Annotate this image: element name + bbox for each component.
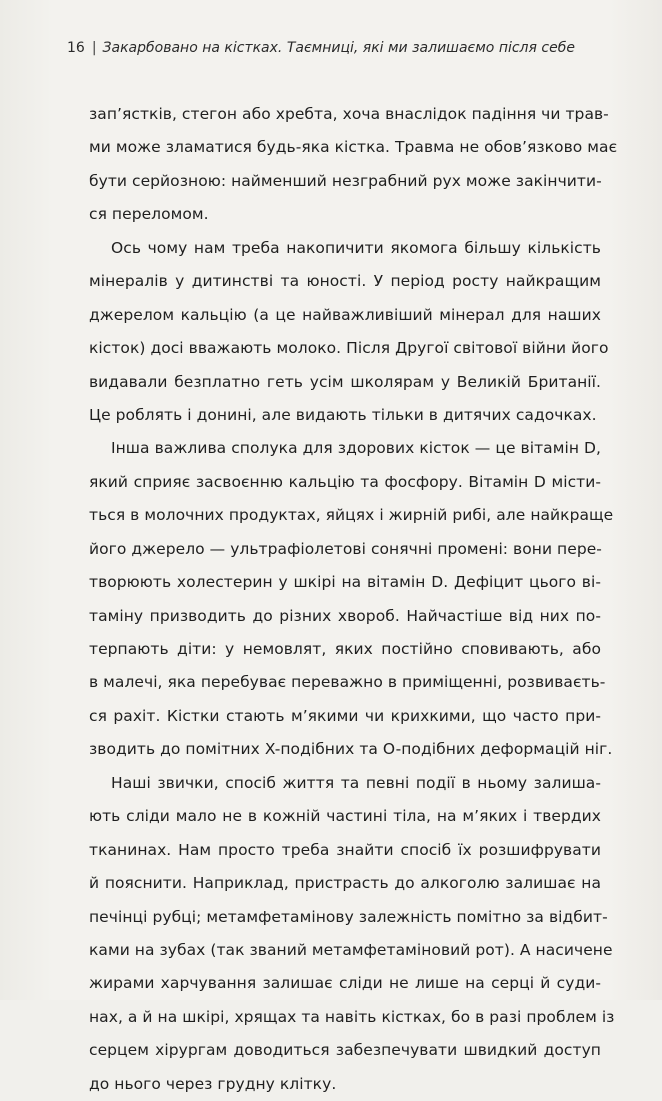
text-line: видавали безплатно геть усім школярам у Великій Британії.	[89, 372, 601, 391]
text-line: нах, а й на шкірі, хрящах та навіть кістках, бо в разі проблем із	[89, 1007, 615, 1026]
text-line: його джерело — ультрафіолетові сонячні промені: вони пере-	[89, 539, 602, 558]
text-line: джерелом кальцію (а це найважливіший мінерал для наших	[89, 305, 601, 324]
text-line: ться в молочних продуктах, яйцях і жирній рибі, але найкраще	[89, 506, 614, 525]
page-number: 16	[67, 40, 85, 56]
text-line: творюють холестерин у шкірі на вітамін D. Дефіцит цього ві-	[89, 573, 601, 592]
text-line: до нього через грудну клітку.	[89, 1074, 337, 1093]
text-line: ками на зубах (так званий метамфетаміновий рот). А насичене	[89, 940, 613, 959]
text-line: бути серйозною: найменший незграбний рух може закінчити-	[89, 171, 602, 190]
text-line: тканинах. Нам просто треба знайти спосіб їх розшифрувати	[89, 840, 601, 859]
book-title: Закарбовано на кістках. Таємниці, які ми залишаємо після себе	[102, 40, 575, 56]
text-line: печінці рубці; метамфетамінову залежність помітно за відбит-	[89, 907, 608, 926]
text-line: ся рахіт. Кістки стають м’якими чи крихкими, що часто при-	[89, 706, 601, 725]
body-text	[89, 98, 618, 1101]
text-line: жирами харчування залишає сліди не лише на серці й суди-	[89, 974, 601, 993]
running-header	[67, 38, 607, 58]
header-separator: |	[91, 40, 97, 56]
text-line: ся переломом.	[89, 205, 209, 224]
paragraph-first-line: Ось чому нам треба накопичити якомога більшу кількість	[111, 238, 601, 257]
text-line: ють сліди мало не в кожній частині тіла, на м’яких і твердих	[89, 807, 601, 826]
text-line: в малечі, яка перебуває переважно в приміщенні, розвиваєть-	[89, 673, 606, 692]
paragraph-first-line: Наші звички, спосіб життя та певні події в ньому залиша-	[111, 773, 601, 792]
text-line: зводить до помітних X-подібних та O-подібних деформацій ніг.	[89, 740, 613, 759]
text-line: мінералів у дитинстві та юності. У період росту найкращим	[89, 272, 601, 291]
text-line: терпають діти: у немовлят, яких постійно сповивають, або	[89, 640, 601, 658]
text-line: кісток) досі вважають молоко. Після Другої світової війни його	[89, 339, 609, 358]
text-line: серцем хірургам доводиться забезпечувати швидкий доступ	[89, 1041, 601, 1060]
text-line: таміну призводить до різних хвороб. Найчастіше від них по-	[89, 606, 601, 625]
text-line: зап’ястків, стегон або хребта, хоча внаслідок падіння чи трав-	[89, 105, 609, 123]
text-line: який сприяє засвоєнню кальцію та фосфору. Вітамін D місти-	[89, 472, 601, 491]
paragraph-first-line: Інша важлива сполука для здорових кісток — це вітамін D,	[111, 439, 601, 458]
text-line: й пояснити. Наприклад, пристрасть до алкоголю залишає на	[89, 874, 601, 893]
text-line: ми може зламатися будь-яка кістка. Травма не обов’язково має	[89, 138, 618, 157]
text-line: Це роблять і донині, але видають тільки в дитячих садочках.	[89, 405, 597, 424]
